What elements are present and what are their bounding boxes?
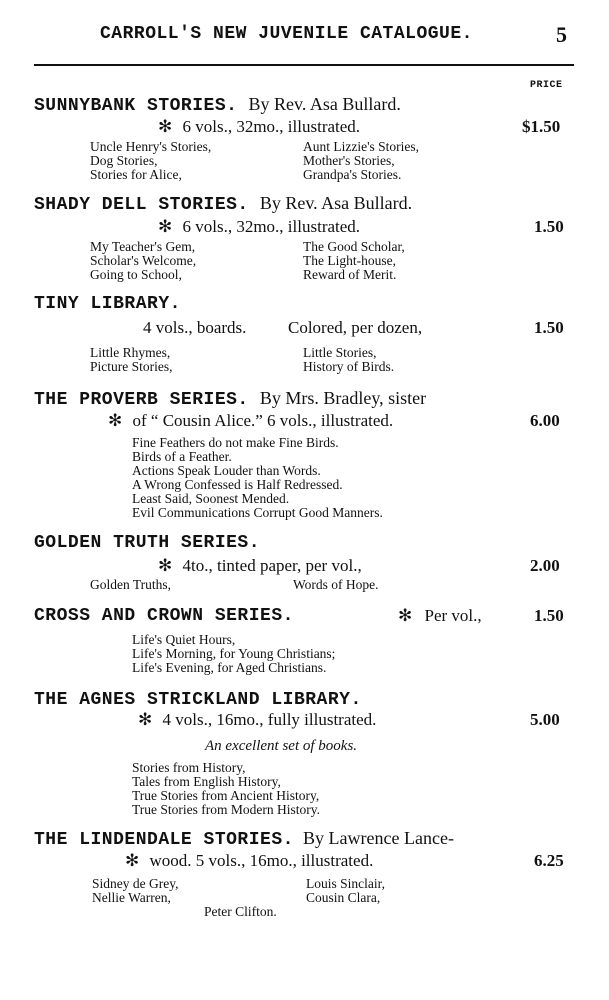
entry-author: By Mrs. Bradley, sister xyxy=(259,388,427,408)
entry-price: 6.00 xyxy=(530,411,560,430)
entry-price: 2.00 xyxy=(530,556,560,575)
book-title: Going to School, xyxy=(90,267,182,282)
entry-price: 1.50 xyxy=(534,217,564,236)
book-title: True Stories from Ancient History, xyxy=(132,788,320,803)
book-title: True Stories from Modern History. xyxy=(132,802,320,817)
entry-details: 4to., tinted paper, per vol., xyxy=(182,556,362,575)
entry-details: 4 vols., boards. xyxy=(143,318,247,337)
book-title: The Light-house, xyxy=(303,253,396,268)
book-title: Reward of Merit. xyxy=(303,267,397,282)
book-title: Cousin Clara, xyxy=(306,890,381,905)
entry-author: By Rev. Asa Bullard. xyxy=(259,193,413,213)
entry-author: By Rev. Asa Bullard. xyxy=(248,94,401,114)
asterisk-icon: ✻ xyxy=(158,117,173,136)
entry-details: Per vol., xyxy=(424,606,482,625)
book-title: Stories for Alice, xyxy=(90,167,182,182)
entry-title: SUNNYBANK STORIES. xyxy=(34,96,238,116)
book-title: Life's Morning, for Young Christians; xyxy=(132,646,336,661)
book-title: Scholar's Welcome, xyxy=(90,253,197,268)
book-title: Nellie Warren, xyxy=(92,890,171,905)
entry-price: 6.25 xyxy=(534,851,564,870)
entry-details-line xyxy=(398,606,482,626)
entry-price: 5.00 xyxy=(530,710,560,729)
book-title: Least Said, Soonest Mended. xyxy=(132,491,290,506)
entry-title: SHADY DELL STORIES. xyxy=(34,195,249,215)
book-title: History of Birds. xyxy=(303,359,395,374)
titles-list xyxy=(132,436,383,520)
entry-heading xyxy=(34,193,412,215)
entry-details: 4 vols., 16mo., fully illustrated. xyxy=(162,710,377,729)
book-title: Golden Truths, xyxy=(90,577,172,592)
book-title: Life's Evening, for Aged Christians. xyxy=(132,660,327,675)
entry-heading xyxy=(34,94,401,116)
book-title: Grandpa's Stories. xyxy=(303,167,402,182)
asterisk-icon: ✻ xyxy=(158,556,173,575)
entry-details: wood. 5 vols., 16mo., illustrated. xyxy=(149,851,374,870)
entry-details: 6 vols., 32mo., illustrated. xyxy=(182,117,361,136)
entry-details-line xyxy=(108,411,393,431)
entry-title: THE LINDENDALE STORIES. xyxy=(34,830,294,850)
book-title: Evil Communications Corrupt Good Manners. xyxy=(132,505,383,520)
entry-details: of “ Cousin Alice.” 6 vols., illustrated. xyxy=(132,411,394,430)
titles-right-column xyxy=(306,877,385,905)
entry-title: THE PROVERB SERIES. xyxy=(34,390,249,410)
entry-title: GOLDEN TRUTH SERIES. xyxy=(34,533,261,553)
entry-price: 1.50 xyxy=(534,318,564,337)
titles-left-column xyxy=(90,346,173,374)
titles-list xyxy=(132,761,320,817)
asterisk-icon: ✻ xyxy=(398,606,413,625)
book-title: Words of Hope. xyxy=(293,577,379,592)
book-title: Actions Speak Louder than Words. xyxy=(132,463,321,478)
book-title: My Teacher's Gem, xyxy=(90,239,196,254)
titles-right-column xyxy=(303,140,419,182)
book-title: Picture Stories, xyxy=(90,359,173,374)
titles-left-column xyxy=(90,240,196,282)
entry-details-line xyxy=(138,710,376,730)
price-column-label: PRICE xyxy=(530,80,563,91)
header-rule xyxy=(34,64,574,66)
entry-details: 6 vols., 32mo., illustrated. xyxy=(182,217,361,236)
asterisk-icon: ✻ xyxy=(108,411,123,430)
book-title: Dog Stories, xyxy=(90,153,158,168)
book-title: Aunt Lizzie's Stories, xyxy=(303,139,420,154)
book-title: Little Rhymes, xyxy=(90,345,171,360)
entry-details-line xyxy=(158,217,360,237)
titles-right-column xyxy=(303,346,394,374)
book-title: Sidney de Grey, xyxy=(92,876,179,891)
titles-left-column xyxy=(90,140,211,182)
entry-price: $1.50 xyxy=(522,117,561,136)
entry-heading xyxy=(34,828,454,850)
entry-details-line xyxy=(158,556,362,576)
book-title: Life's Quiet Hours, xyxy=(132,632,236,647)
entry-author: By Lawrence Lance- xyxy=(303,828,454,848)
entry-heading xyxy=(34,388,426,410)
running-header: CARROLL'S NEW JUVENILE CATALOGUE. xyxy=(100,24,473,44)
book-title: Uncle Henry's Stories, xyxy=(90,139,212,154)
entry-details-extra: Colored, per dozen, xyxy=(288,318,423,337)
entry-note: An excellent set of books. xyxy=(205,738,358,754)
titles-list xyxy=(132,633,335,675)
book-title: Birds of a Feather. xyxy=(132,449,232,464)
book-title: A Wrong Confessed is Half Redressed. xyxy=(132,477,343,492)
page-number: 5 xyxy=(556,22,567,47)
book-title: Peter Clifton. xyxy=(204,904,277,919)
book-title: Little Stories, xyxy=(303,345,377,360)
entry-details-line xyxy=(158,117,360,137)
entry-title: CROSS AND CROWN SERIES. xyxy=(34,606,294,626)
titles-right-column xyxy=(303,240,405,282)
asterisk-icon: ✻ xyxy=(125,851,140,870)
book-title: Fine Feathers do not make Fine Birds. xyxy=(132,435,339,450)
entry-title: TINY LIBRARY. xyxy=(34,294,181,314)
entry-details-line xyxy=(125,851,373,871)
book-title: Stories from History, xyxy=(132,760,246,775)
entry-title: THE AGNES STRICKLAND LIBRARY. xyxy=(34,690,362,710)
entry-price: 1.50 xyxy=(534,606,564,625)
book-title: The Good Scholar, xyxy=(303,239,405,254)
asterisk-icon: ✻ xyxy=(138,710,153,729)
book-title: Louis Sinclair, xyxy=(306,876,385,891)
book-title: Tales from English History, xyxy=(132,774,281,789)
titles-left-column xyxy=(92,877,178,905)
asterisk-icon: ✻ xyxy=(158,217,173,236)
book-title: Mother's Stories, xyxy=(303,153,395,168)
